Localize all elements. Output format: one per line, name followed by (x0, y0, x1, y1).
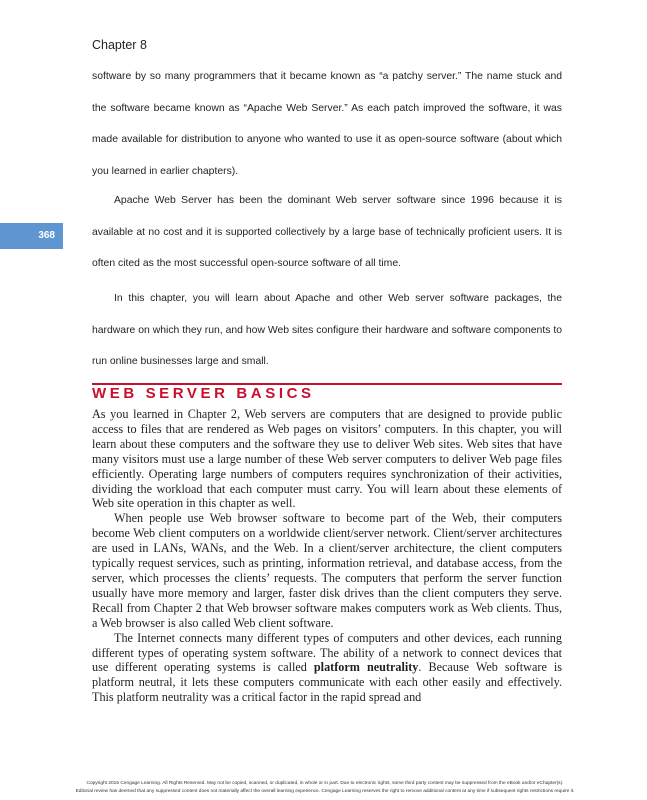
body-paragraph-1: As you learned in Chapter 2, Web servers are computers that are designed to provide public access to files that are rendered as Web pages on visitors’ computers. In this chapter, you will learn about these computers and the software they use to deliver Web sites. Web sites that have many visitors must use a large number of these Web server computers to deliver Web page files efficiently. Operating large numbers of computers requires synchronization of their activities, dividing the workload that each computer must carry. You will learn about these elements of Web site operation in this chapter as well. (92, 407, 562, 511)
intro-paragraph-1: software by so many programmers that it became known as “a patchy server.” The name stuck and the software became known as “Apache Web Server.” As each patch improved the software, it was made available for distribution to anyone who wanted to use it as open-source software (about which you learned in earlier chapters). (92, 71, 562, 177)
intro-paragraph-2: Apache Web Server has been the dominant Web server software since 1996 because it is available at no cost and it is supported collectively by a large base of technically proficient users. It is often cited as the most successful open-source software of all time. (92, 195, 562, 269)
intro-paragraph-3: In this chapter, you will learn about Apache and other Web server software packages, the hardware on which they run, and how Web sites configure their hardware and software components to run online businesses large and small. (92, 293, 562, 367)
key-term-platform-neutrality: platform neutrality (313, 660, 419, 675)
body-paragraph-3 (92, 631, 562, 706)
copyright-notice (20, 780, 630, 796)
body-paragraph-3-text-b: . Because Web software is platform neutral, it lets these computers communicate with each other easily and effectively. This platform neutrality was a critical factor in the rapid spread and (92, 660, 562, 705)
section-heading: WEB SERVER BASICS (92, 385, 315, 402)
page-number-tab: 368 (0, 223, 63, 249)
section-body (92, 407, 562, 705)
copyright-line-1: Copyright 2015 Cengage Learning. All Rights Reserved. May not be copied, scanned, or duplicated, in whole or in part. Due to electronic rights, some third party content may be suppressed from the eBook and/or eChapter(s). (86, 781, 564, 786)
body-paragraph-3-text-a: The Internet connects many different types of computers and other devices, each running different types of operating system software. The ability of a network to connect devices that use different operating systems is called (92, 630, 562, 675)
chapter-label: Chapter 8 (92, 38, 147, 52)
body-paragraph-2: When people use Web browser software to become part of the Web, their computers become Web client computers on a worldwide client/server network. Client/server architectures are used in LANs, WANs, and the Web. In a client/server architecture, the client computers typically request services, such as printing, information retrieval, and database access, from the server, which processes the clients’ requests. The computers that perform the server function usually have more memory and larger, faster disk drives than the client computers they serve. Recall from Chapter 2 that Web browser software makes computers work as Web clients. Thus, a Web browser is also called Web client software. (92, 511, 562, 630)
copyright-line-2: Editorial review has deemed that any suppressed content does not materially affect the overall learning experience. Cengage Learning reserves the right to remove additional content at any time if subsequent rights restrictions require it. (75, 789, 575, 794)
